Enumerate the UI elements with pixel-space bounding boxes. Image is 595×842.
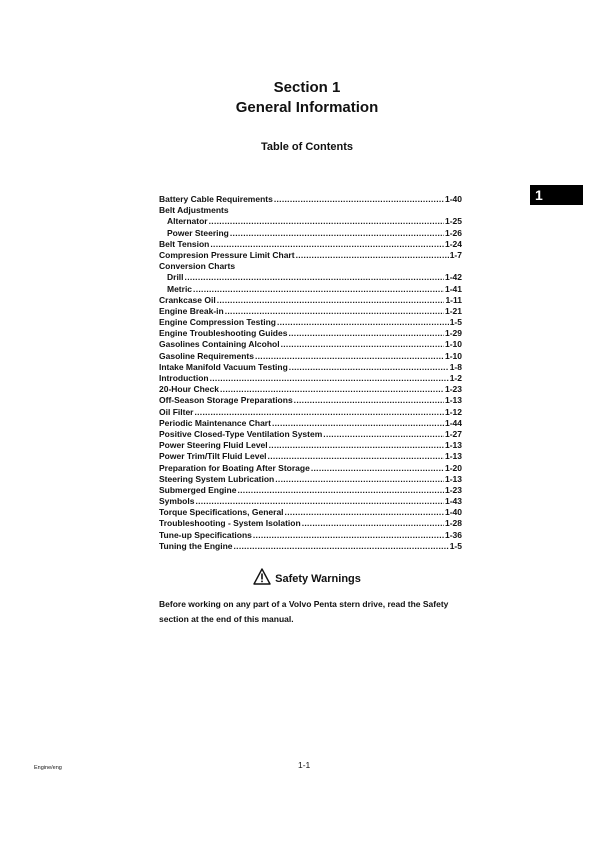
toc-entry-page: 1-44 [444, 417, 462, 428]
toc-entry-page: 1-40 [444, 507, 462, 518]
toc-dot-leader [323, 429, 444, 439]
toc-entry-label: Preparation for Boating After Storage [159, 462, 310, 473]
toc-entry-label: Power Trim/Tilt Fluid Level [159, 451, 267, 462]
toc-entry [159, 496, 462, 507]
safety-heading-text: Safety Warnings [275, 573, 361, 585]
toc-entry-label: Off-Season Storage Preparations [159, 395, 293, 406]
toc-entry-label: Periodic Maintenance Chart [159, 417, 271, 428]
toc-entry-page: 1-10 [444, 350, 462, 361]
toc-entry-label: Engine Compression Testing [159, 317, 276, 328]
toc-entry-page: 1-25 [444, 216, 462, 227]
toc-entry [159, 418, 462, 429]
toc-entry-label: Torque Specifications, General [159, 507, 284, 518]
toc-entry-page: 1-21 [444, 305, 462, 316]
toc-entry-label: Belt Tension [159, 238, 210, 249]
toc-entry-label: Oil Filter [159, 406, 194, 417]
toc-entry-label: Conversion Charts [159, 261, 236, 272]
toc-dot-leader [255, 351, 444, 361]
toc-entry-page: 1-43 [444, 496, 462, 507]
toc-dot-leader [220, 384, 444, 394]
toc-entry-page: 1-2 [449, 373, 462, 383]
toc-entry [159, 395, 462, 406]
toc-dot-leader [277, 317, 449, 327]
toc-entry-page: 1-11 [445, 294, 462, 305]
toc-entry-label: Intake Manifold Vacuum Testing [159, 361, 288, 372]
toc-entry [159, 518, 462, 529]
toc-entry-label: Metric [167, 283, 193, 294]
toc-dot-leader [234, 541, 449, 551]
toc-entry [159, 295, 462, 306]
section-title: General Information [235, 99, 379, 116]
toc-entry-label: Drill [167, 272, 184, 283]
toc-entry-label: Steering System Lubrication [159, 473, 275, 484]
toc-entry-page: 1-20 [444, 462, 462, 473]
toc-entry [159, 530, 462, 541]
toc-dot-leader [185, 272, 444, 282]
toc-entry [159, 194, 462, 205]
toc-entry [159, 228, 462, 239]
toc-entry-label: Introduction [159, 373, 209, 383]
section-number: Section 1 [273, 79, 341, 96]
toc-entry-page: 1-5 [449, 540, 462, 551]
toc-entry [159, 284, 462, 295]
toc-dot-leader [195, 496, 444, 506]
toc-entry [159, 272, 462, 283]
toc-entry-page: 1-13 [444, 451, 462, 462]
toc-entry-label: Battery Cable Requirements [159, 194, 273, 204]
toc-entry-page: 1-5 [449, 317, 462, 328]
toc-entry-label: Power Steering Fluid Level [159, 440, 268, 451]
toc-entry [159, 306, 462, 317]
toc-entry-label: Submerged Engine [159, 484, 237, 495]
toc-entry-page: 1-41 [444, 283, 462, 294]
toc-entry [159, 485, 462, 496]
toc-entry [159, 362, 462, 373]
toc-entry-page: 1-42 [444, 272, 462, 283]
toc-entry [159, 474, 462, 485]
toc-entry-page: 1-28 [444, 518, 462, 529]
toc-entry-page: 1-8 [449, 361, 462, 372]
section-tab: 1 [530, 185, 583, 205]
toc-entry-label: Troubleshooting - System Isolation [159, 518, 301, 529]
safety-text: Before working on any part of a Volvo Penta stern drive, read the Safety section at the end of this manual. [159, 599, 449, 624]
toc-dot-leader [269, 440, 444, 450]
toc-entry-label: Crankcase Oil [159, 294, 216, 305]
toc-entry-label: Positive Closed-Type Ventilation System [159, 428, 323, 439]
toc-entry-page: 1-13 [444, 473, 462, 484]
toc-dot-leader [294, 395, 444, 405]
toc-entry [159, 463, 462, 474]
toc-dot-leader [230, 228, 444, 238]
toc-entry-page: 1-13 [444, 440, 462, 451]
toc-entry [159, 373, 462, 384]
toc-dot-leader [253, 530, 444, 540]
toc-entry-label: Power Steering [167, 227, 229, 238]
toc-entry [159, 328, 462, 339]
toc-entry [159, 407, 462, 418]
safety-heading [0, 568, 595, 585]
toc-entry [159, 351, 462, 362]
toc-dot-leader [302, 518, 444, 528]
footer-code: Engine/eng [34, 765, 62, 771]
toc-dot-leader [289, 362, 449, 372]
toc-entry [159, 261, 462, 272]
toc-entry-page: 1-23 [444, 384, 462, 395]
toc-entry [159, 250, 462, 261]
toc-dot-leader [194, 407, 444, 417]
toc-entry [159, 216, 462, 227]
toc-dot-leader [209, 216, 444, 226]
toc-entry-label: Engine Troubleshooting Guides [159, 328, 288, 339]
toc-entry-page: 1-29 [444, 328, 462, 339]
toc-dot-leader [268, 451, 444, 461]
toc-entry [159, 384, 462, 395]
toc-dot-leader [237, 485, 444, 495]
toc-entry [159, 339, 462, 350]
toc-entry-label: Alternator [167, 216, 208, 227]
toc-entry [159, 429, 462, 440]
toc-entry-page: 1-27 [444, 428, 462, 439]
toc-entry-label: Gasoline Requirements [159, 350, 254, 361]
toc-dot-leader [288, 328, 444, 338]
toc-dot-leader [275, 474, 444, 484]
title-block [0, 78, 595, 118]
toc-entry [159, 317, 462, 328]
toc-entry-label: 20-Hour Check [159, 384, 219, 395]
toc-entry-label: Tune-up Specifications [159, 529, 252, 540]
toc-dot-leader [311, 463, 444, 473]
toc-entry-label: Gasolines Containing Alcohol [159, 339, 280, 350]
toc-entry-page: 1-13 [444, 395, 462, 406]
toc-entry-label: Symbols [159, 496, 195, 507]
toc-entry-page: 1-40 [444, 194, 462, 204]
toc-dot-leader [272, 418, 444, 428]
toc-heading: Table of Contents [260, 141, 354, 153]
toc-dot-leader [210, 239, 444, 249]
toc-entry [159, 507, 462, 518]
toc-entry-label: Belt Adjustments [159, 205, 229, 216]
toc-entry-page: 1-36 [444, 529, 462, 540]
toc-dot-leader [274, 194, 444, 204]
toc-entry [159, 541, 462, 552]
toc-dot-leader [193, 284, 444, 294]
toc-entry [159, 440, 462, 451]
toc-entry-label: Tuning the Engine [159, 540, 233, 551]
table-of-contents [159, 194, 462, 552]
toc-entry-page: 1-24 [444, 238, 462, 249]
toc-dot-leader [281, 339, 444, 349]
toc-entry-page: 1-12 [444, 406, 462, 417]
toc-entry-page: 1-7 [449, 249, 462, 260]
toc-dot-leader [225, 306, 444, 316]
toc-dot-leader [210, 373, 449, 383]
toc-entry [159, 239, 462, 250]
toc-dot-leader [296, 250, 449, 260]
toc-entry-label: Compresion Pressure Limit Chart [159, 249, 295, 260]
toc-entry [159, 451, 462, 462]
toc-entry-page: 1-26 [444, 227, 462, 238]
page-number: 1-1 [298, 760, 311, 770]
toc-entry-page: 1-23 [444, 484, 462, 495]
toc-entry-label: Engine Break-in [159, 305, 224, 316]
toc-dot-leader [285, 507, 444, 517]
warning-triangle-icon [253, 568, 271, 585]
toc-entry [159, 205, 462, 216]
toc-dot-leader [217, 295, 445, 305]
toc-entry-page: 1-10 [444, 339, 462, 350]
